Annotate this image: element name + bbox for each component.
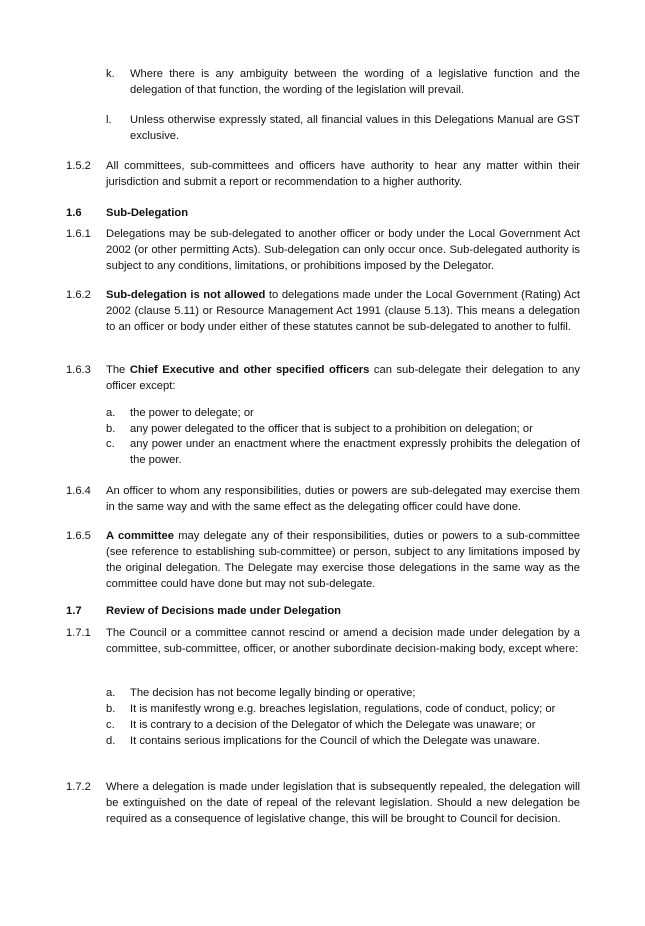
item-text: any power under an enactment where the enactment expressly prohibits the delegation of the power. bbox=[130, 438, 580, 466]
item-label: a. bbox=[106, 687, 116, 699]
clause-text bbox=[106, 528, 580, 592]
clause-text: The Council or a committee cannot rescind or amend a decision made under delegation by a committee, sub-committee, officer, or another subordinate decision-making body, except where: bbox=[106, 627, 580, 655]
clause-text: An officer to whom any responsibilities, duties or powers are sub-delegated may exercise them in the same way and with the same effect as the delegating officer could have done. bbox=[106, 485, 580, 513]
clause-text: All committees, sub-committees and officers have authority to hear any matter within their jurisdiction and submit a report or recommendation to a higher authority. bbox=[106, 160, 580, 188]
section-heading: Review of Decisions made under Delegation bbox=[106, 605, 341, 617]
clause-number: 1.6.1 bbox=[66, 228, 91, 240]
clause-number: 1.7.1 bbox=[66, 627, 91, 639]
item-text: the power to delegate; or bbox=[130, 407, 254, 419]
bold-phrase: A committee bbox=[106, 530, 174, 542]
bold-phrase: Chief Executive and other specified officers bbox=[129, 364, 370, 376]
item-text: It is manifestly wrong e.g. breaches legislation, regulations, code of conduct, policy; or bbox=[130, 703, 556, 715]
clause-text bbox=[106, 362, 580, 394]
clause-text: Delegations may be sub-delegated to another officer or body under the Local Government Act 2002 (or other permitting Acts). Sub-delegation can only occur once. Sub-delegated authority is subject to any conditions, limitations, or prohibitions imposed by the Delegator. bbox=[106, 228, 580, 272]
section-number: 1.6 bbox=[66, 207, 82, 219]
item-label: a. bbox=[106, 407, 116, 419]
item-label: b. bbox=[106, 423, 116, 435]
item-text: Unless otherwise expressly stated, all financial values in this Delegations Manual are GST exclusive. bbox=[130, 114, 580, 142]
clause-text: Where a delegation is made under legislation that is subsequently repealed, the delegation will be extinguished on the date of repeal of the relevant legislation. Should a new delegation be required as a consequence of legislative change, this will be brought to Council for decision. bbox=[106, 781, 580, 825]
clause-body: to delegations made under the Local Government (Rating) Act 2002 (clause 5.11) or Resource Management Act 1991 (clause 5.13). This means a delegation to an officer or body under either of these statutes cannot be sub-delegated to another to fulfil. bbox=[106, 289, 580, 333]
item-label: d. bbox=[106, 735, 116, 747]
section-number: 1.7 bbox=[66, 605, 82, 617]
item-text: any power delegated to the officer that is subject to a prohibition on delegation; or bbox=[130, 423, 533, 435]
clause-pre: The bbox=[106, 364, 130, 376]
item-text: It contains serious implications for the Council of which the Delegate was unaware. bbox=[130, 735, 540, 747]
clause-body: can sub-delegate their delegation to any officer except: bbox=[106, 364, 580, 392]
item-label: b. bbox=[106, 703, 116, 715]
clause-number: 1.5.2 bbox=[66, 160, 91, 172]
section-heading: Sub-Delegation bbox=[106, 207, 189, 219]
bold-phrase: Sub-delegation is not allowed bbox=[106, 289, 266, 301]
item-label: c. bbox=[106, 719, 115, 731]
item-text: The decision has not become legally binding or operative; bbox=[130, 687, 416, 699]
clause-number: 1.6.5 bbox=[66, 530, 91, 542]
item-text: Where there is any ambiguity between the wording of a legislative function and the delegation of that function, the wording of the legislation will prevail. bbox=[130, 68, 580, 96]
clause-body: may delegate any of their responsibilities, duties or powers to a sub-committee (see reference to establishing sub-committee) or person, subject to any limitations imposed by the original delegation. The Delegate may exercise those delegations in the same way as the committee could have done but may not sub-delegate. bbox=[106, 530, 580, 590]
item-text: It is contrary to a decision of the Delegator of which the Delegate was unaware; or bbox=[130, 719, 536, 731]
item-label: c. bbox=[106, 438, 115, 450]
item-label: k. bbox=[106, 68, 115, 80]
clause-text bbox=[106, 287, 580, 335]
item-label: l. bbox=[106, 114, 112, 126]
clause-number: 1.6.3 bbox=[66, 364, 91, 376]
clause-number: 1.6.2 bbox=[66, 289, 91, 301]
clause-number: 1.6.4 bbox=[66, 485, 91, 497]
clause-number: 1.7.2 bbox=[66, 781, 91, 793]
